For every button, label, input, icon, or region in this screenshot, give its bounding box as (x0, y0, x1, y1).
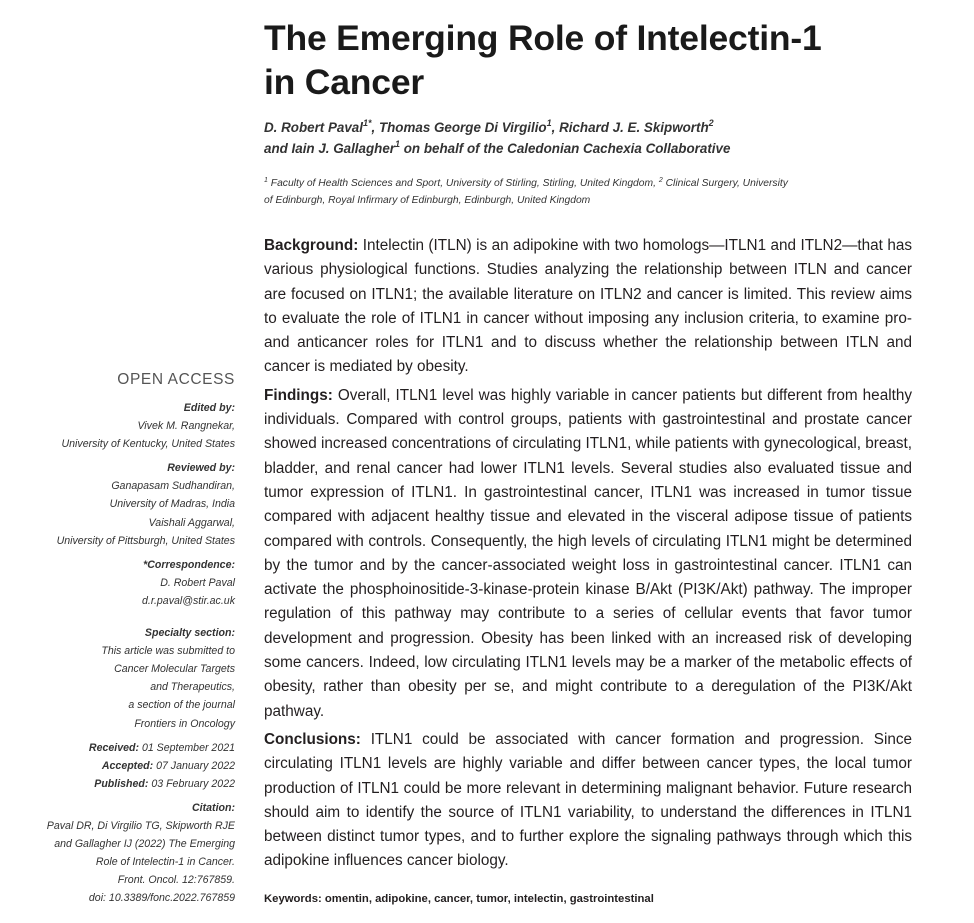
citation-block (10, 799, 235, 908)
accepted-label: Accepted: (101, 759, 154, 772)
specialty-line: This article was submitted to (101, 645, 235, 658)
reviewed-by-label: Reviewed by: (167, 462, 235, 475)
reviewed-by-block (10, 459, 235, 549)
findings-heading: Findings: (264, 386, 333, 404)
specialty-line: Frontiers in Oncology (134, 717, 235, 730)
correspondence-block (10, 556, 235, 610)
specialty-label: Specialty section: (144, 627, 235, 640)
affiliation-text: Clinical Surgery, University (665, 178, 788, 189)
background-paragraph (264, 234, 912, 380)
specialty-line: a section of the journal (128, 699, 235, 712)
affiliation-number: 2 (658, 177, 663, 184)
specialty-line: and Therapeutics, (150, 681, 235, 694)
affiliation-line-1 (264, 175, 954, 192)
keywords-label: Keywords: (264, 893, 322, 905)
citation-line: Front. Oncol. 12:767859. (117, 874, 235, 887)
published-value: 03 February 2022 (151, 777, 235, 790)
affiliation-text: Faculty of Health Sciences and Sport, University of Stirling, Stirling, United Kingdom, (270, 178, 656, 189)
conclusions-paragraph (264, 728, 912, 874)
citation-line: and Gallagher IJ (2022) The Emerging (54, 838, 235, 851)
author-name[interactable]: D. Robert Paval (264, 120, 363, 135)
affiliation-marker: 1 (395, 139, 401, 149)
accepted-date (10, 757, 235, 775)
author-name[interactable]: Iain J. Gallagher (291, 141, 395, 156)
author-name[interactable]: Thomas George Di Virgilio (378, 120, 547, 135)
published-date (10, 775, 235, 793)
affiliation-number: 1 (264, 177, 268, 184)
affiliation-line-2: of Edinburgh, Royal Infirmary of Edinburgh, Edinburgh, United Kingdom (264, 195, 591, 206)
editor-name: Vivek M. Rangnekar, (137, 420, 235, 433)
abstract (264, 234, 912, 878)
conclusions-heading: Conclusions: (264, 730, 361, 748)
author-line-2 (264, 138, 954, 159)
affiliation-marker: 2 (708, 118, 714, 128)
background-heading: Background: (264, 237, 359, 254)
published-label: Published: (94, 777, 149, 790)
reviewer-affiliation: University of Madras, India (109, 498, 235, 511)
received-value: 01 September 2021 (141, 741, 235, 754)
received-label: Received: (88, 741, 139, 754)
findings-text: Overall, ITLN1 level was highly variable in cancer patients but different from healthy individuals. Compared with control groups, patients with gastrointestinal and prostate cancer showed increased concentrations of circulating ITLN1, while patients with gynecological, breast, bladder, and renal cancer had lower ITLN1 levels. Several studies also evaluated tissue and tumor expression of ITLN1. In gastrointestinal cancer, ITLN1 was increased in tumor tissue compared with adjacent healthy tissue and elevated in the visceral adipose tissue of patients compared with controls. Consequently, the high levels of circulating ITLN1 might be determined by the tumor and by the cancer-associated weight loss in gastrointestinal cancer. ITLN1 can activate the phosphoinositide-3-kinase-protein kinase B/Akt (PI3K/Akt) pathway. The improper regulation of this pathway may contribute to a series of cellular events that favor tumor development and progression. Obesity has been linked with an increased risk of developing some cancers. Indeed, low circulating ITLN1 levels may be a marker of the metabolic effects of obesity, rather than obesity per se, and might contribute to a deregulation of the PI3K/Akt pathway. (264, 386, 913, 720)
dates-block (10, 739, 235, 793)
author-line-1: D. Robert Paval$^{1*}$, Thomas George Di Virgilio$^1$, Richard J. E. Skipworth$^2$ (264, 118, 714, 135)
correspondence-email-link[interactable]: d.r.paval@stir.ac.uk (142, 594, 235, 607)
editor-affiliation: University of Kentucky, United States (61, 438, 235, 451)
accepted-value: 07 January 2022 (156, 759, 235, 772)
background-text: Intelectin (ITLN) is an adipokine with two homologs—ITLN1 and ITLN2—that has various physiological functions. Studies analyzing the relationship between ITLN and cancer are focused on ITLN1; the available literature on ITLN2 and cancer is limited. This review aims to evaluate the role of ITLN1 in cancer without imposing any inclusion criteria, to examine pro- and anticancer roles for ITLN1 and to discuss whether the relationship between ITLN and cancer is mediated by obesity. (264, 237, 912, 376)
open-access-label: OPEN ACCESS (117, 371, 235, 388)
reviewer-affiliation: University of Pittsburgh, United States (56, 534, 235, 547)
conclusions-text: ITLN1 could be associated with cancer formation and progression. Since circulating ITLN1 levels are highly variable and differ between cancer types, the local tumor production of ITLN1 could be more relevant in determining malignant behavior. Future research should aim to identify the source of ITLN1 variability, to understand the differences in ITLN1 between distinct tumor types, and to further explore the signaling pathways through which this adipokine influences cancer biology. (264, 730, 913, 870)
affiliation-marker: 1 (546, 118, 552, 128)
received-date (10, 739, 235, 757)
affiliations (264, 175, 954, 209)
on-behalf-text: on behalf of the Caledonian Cachexia Collaborative (403, 141, 731, 156)
title-line-1: The Emerging Role of Intelectin-1 (264, 18, 822, 58)
specialty-line: Cancer Molecular Targets (114, 663, 235, 676)
citation-label: Citation: (192, 801, 235, 814)
specialty-block (10, 624, 235, 733)
edited-by-label: Edited by: (183, 402, 235, 414)
correspondence-label: *Correspondence: (143, 558, 235, 571)
article-info-sidebar (10, 370, 235, 913)
title-line-2: in Cancer (264, 62, 424, 102)
keywords (264, 890, 654, 908)
keywords-list: omentin, adipokine, cancer, tumor, intelectin, gastrointestinal (324, 893, 654, 905)
citation-line: Role of Intelectin-1 in Cancer. (95, 856, 235, 869)
correspondence-name: D. Robert Paval (160, 576, 235, 589)
reviewer-name: Vaishali Aggarwal, (148, 516, 235, 529)
reviewer-name: Ganapasam Sudhandiran, (111, 480, 235, 493)
citation-line: Paval DR, Di Virgilio TG, Skipworth RJE (46, 819, 235, 832)
doi-link[interactable]: doi: 10.3389/fonc.2022.767859 (88, 892, 235, 905)
affiliation-marker: 1* (362, 118, 372, 128)
and-word: and (264, 141, 288, 156)
article-title (264, 16, 944, 104)
author-list (264, 117, 954, 159)
edited-by-block (10, 399, 235, 453)
findings-paragraph (264, 384, 912, 724)
author-name[interactable]: Richard J. E. Skipworth (559, 120, 709, 135)
